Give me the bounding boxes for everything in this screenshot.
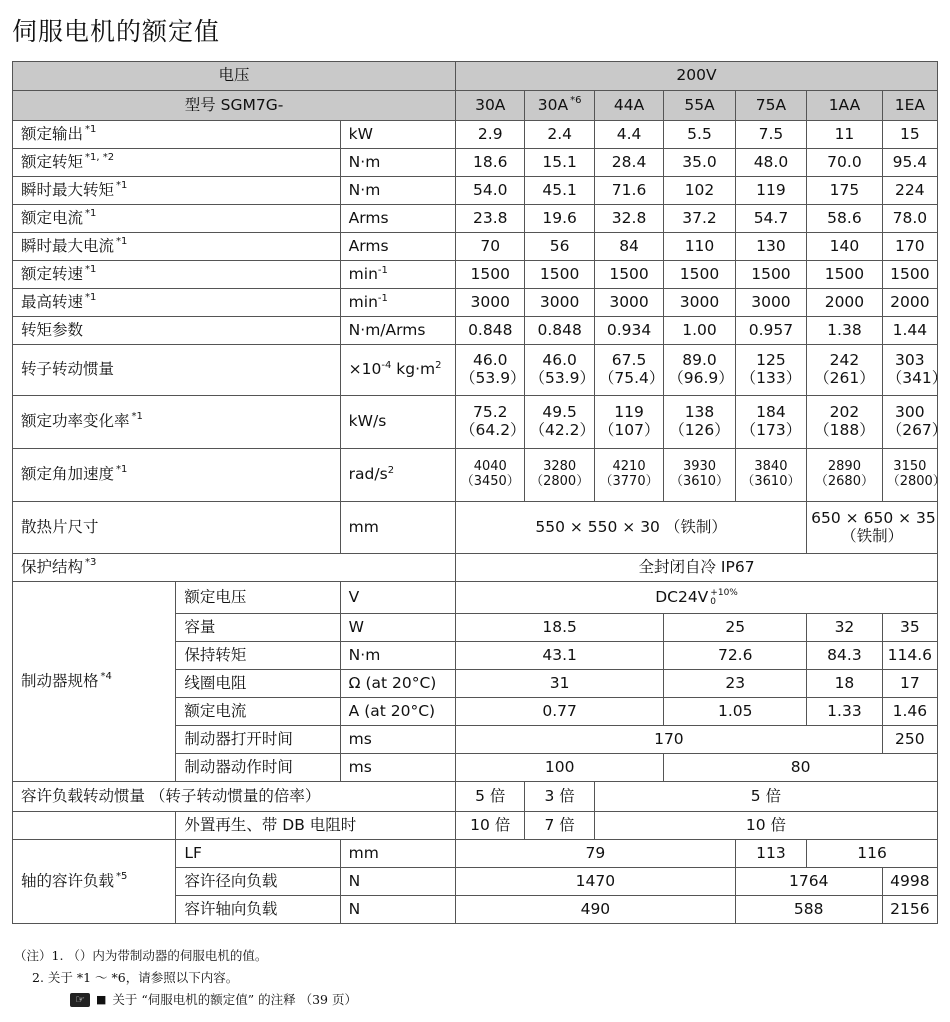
value-cell: 95.4 bbox=[882, 149, 937, 177]
value-cell: 2.4 bbox=[525, 121, 594, 149]
value-cell: 35.0 bbox=[664, 149, 735, 177]
brake-label: 制动器规格 $^{*4}$ bbox=[13, 582, 176, 782]
value-cell: 1.44 bbox=[882, 317, 937, 345]
model-header: 30A $^{*6}$ bbox=[525, 91, 594, 121]
value-cell: 114.6 bbox=[882, 642, 937, 670]
model-header: 55A bbox=[664, 91, 735, 121]
value-cell bbox=[735, 449, 806, 502]
value-cell: 32.8 bbox=[594, 205, 663, 233]
value-main: 46.0 bbox=[542, 351, 577, 370]
value-cell: 23 bbox=[664, 670, 807, 698]
value-cell: 35 bbox=[882, 614, 937, 642]
table-row bbox=[13, 840, 938, 868]
row-label: 额定角加速度 $^{*1}$ bbox=[13, 449, 341, 502]
value-with-brake: （133） bbox=[740, 369, 802, 387]
model-header: 1EA bbox=[882, 91, 937, 121]
voltage-value: 200V bbox=[456, 62, 938, 91]
value-cell: 250 bbox=[882, 726, 937, 754]
value-cell: 72.6 bbox=[664, 642, 807, 670]
value-main: 4040 bbox=[473, 459, 507, 475]
value-main: 3930 bbox=[682, 459, 717, 475]
table-row bbox=[13, 449, 938, 502]
value-cell: 全封闭自冷 IP67 bbox=[456, 554, 938, 582]
value-cell: 3000 bbox=[594, 289, 663, 317]
unit-cell: N·m bbox=[340, 149, 455, 177]
value-cell: 1500 bbox=[882, 261, 937, 289]
row-label: 额定输出 $^{*1}$ bbox=[13, 121, 341, 149]
value-cell: 0.957 bbox=[735, 317, 806, 345]
value-cell: 1.00 bbox=[664, 317, 735, 345]
row-label: 额定电流 $^{*1}$ bbox=[13, 205, 341, 233]
row-label: 转矩参数 bbox=[13, 317, 341, 345]
value-with-brake: （64.2） bbox=[460, 421, 526, 439]
table-row bbox=[13, 91, 938, 121]
unit-cell: W bbox=[340, 614, 455, 642]
value-cell: 32 bbox=[807, 614, 883, 642]
table-row bbox=[13, 149, 938, 177]
unit-exponent: 2 bbox=[435, 359, 442, 371]
value-with-brake: （107） bbox=[598, 421, 660, 439]
value-main: 75.2 bbox=[472, 403, 508, 422]
row-label: 制动器动作时间 bbox=[176, 754, 340, 782]
footnote-marker: *1 bbox=[85, 263, 97, 275]
tolerance-upper: +10% bbox=[710, 587, 738, 598]
value-cell: 113 bbox=[735, 840, 806, 868]
tolerance-lower: 0 bbox=[710, 596, 717, 607]
footnote-marker: *1 bbox=[85, 123, 97, 135]
table-row bbox=[13, 345, 938, 396]
footnote-marker: *1 bbox=[116, 464, 128, 476]
value-cell bbox=[525, 345, 594, 396]
value-cell bbox=[807, 502, 938, 554]
value-cell: 170 bbox=[456, 726, 883, 754]
note-1: （注）1. （）内为带制动器的伺服电机的值。 bbox=[14, 948, 268, 963]
value-cell: 2000 bbox=[807, 289, 883, 317]
row-label: 外置再生、带 DB 电阻时 bbox=[176, 812, 456, 840]
value-cell bbox=[735, 396, 806, 449]
table-row bbox=[13, 396, 938, 449]
value-cell bbox=[594, 449, 663, 502]
unit-cell: N·m bbox=[340, 642, 455, 670]
value-cell: 2156 bbox=[882, 896, 937, 924]
value-cell: 3 倍 bbox=[525, 782, 594, 812]
unit-cell: N bbox=[340, 868, 455, 896]
value-cell: 5.5 bbox=[664, 121, 735, 149]
value-cell: 100 bbox=[456, 754, 664, 782]
unit-cell: N·m bbox=[340, 177, 455, 205]
unit-cell: Arms bbox=[340, 205, 455, 233]
value-cell: 550 × 550 × 30 （铁制） bbox=[456, 502, 807, 554]
value-cell: 19.6 bbox=[525, 205, 594, 233]
voltage-label: 电压 bbox=[13, 62, 456, 91]
value-main: 138 bbox=[684, 403, 715, 422]
value-cell: 1470 bbox=[456, 868, 736, 896]
unit-cell: kW bbox=[340, 121, 455, 149]
shaft-label: 轴的容许负载 $^{*5}$ bbox=[13, 840, 176, 924]
unit-cell: N·m/Arms bbox=[340, 317, 455, 345]
value-cell: 588 bbox=[735, 896, 882, 924]
value-cell: 1500 bbox=[456, 261, 525, 289]
blank-cell bbox=[13, 812, 176, 840]
row-label: 额定转速 $^{*1}$ bbox=[13, 261, 341, 289]
value-cell: 11 bbox=[807, 121, 883, 149]
footnote-marker: *5 bbox=[116, 870, 128, 882]
value-cell: 1.33 bbox=[807, 698, 883, 726]
value-cell: 17 bbox=[882, 670, 937, 698]
row-label: 最高转速 $^{*1}$ bbox=[13, 289, 341, 317]
row-label: 额定功率变化率 $^{*1}$ bbox=[13, 396, 341, 449]
value-main: 184 bbox=[756, 403, 786, 422]
footnote-marker: *1 bbox=[131, 411, 143, 423]
row-label: 容许径向负载 bbox=[176, 868, 340, 896]
value-cell: 71.6 bbox=[594, 177, 663, 205]
table-row bbox=[13, 317, 938, 345]
value-cell: 0.934 bbox=[594, 317, 663, 345]
value-main: 46.0 bbox=[472, 351, 508, 370]
value-with-brake: （42.2） bbox=[529, 421, 595, 439]
value-cell: 54.0 bbox=[456, 177, 525, 205]
unit-cell: mm bbox=[340, 502, 455, 554]
value-with-brake: （2680） bbox=[814, 474, 874, 489]
unit-cell: N bbox=[340, 896, 455, 924]
value-with-brake: （126） bbox=[669, 421, 730, 439]
value-cell bbox=[456, 396, 525, 449]
value-cell: 116 bbox=[807, 840, 938, 868]
value-with-brake: （2800） bbox=[886, 474, 946, 489]
value-with-brake: （173） bbox=[740, 421, 802, 439]
table-row bbox=[13, 812, 938, 840]
unit-cell: rad/$s^2$ bbox=[340, 449, 455, 502]
model-header: 1AA bbox=[807, 91, 883, 121]
value-cell: 0.77 bbox=[456, 698, 664, 726]
unit-cell: $\min^{-1}$ bbox=[340, 289, 455, 317]
value-main: 202 bbox=[829, 403, 860, 422]
row-label: 转子转动惯量 bbox=[13, 345, 341, 396]
unit-cell: ms bbox=[340, 754, 455, 782]
value-with-brake: （75.4） bbox=[598, 369, 665, 387]
value-main: 3280 bbox=[543, 459, 577, 475]
value-cell: 130 bbox=[735, 233, 806, 261]
footnote-marker: *1 bbox=[116, 235, 128, 247]
value-cell bbox=[525, 449, 594, 502]
value-main: 242 bbox=[829, 351, 860, 370]
value-cell: 170 bbox=[882, 233, 937, 261]
value-cell bbox=[735, 345, 806, 396]
value-cell: 18.6 bbox=[456, 149, 525, 177]
row-label: 保护结构 $^{*3}$ bbox=[13, 554, 456, 582]
value-cell: 79 bbox=[456, 840, 736, 868]
value-cell: 37.2 bbox=[664, 205, 735, 233]
value-cell: 1.05 bbox=[664, 698, 807, 726]
value-cell: 4.4 bbox=[594, 121, 663, 149]
value-cell: 4998 bbox=[882, 868, 937, 896]
value-cell: 84 bbox=[594, 233, 663, 261]
value-cell bbox=[594, 396, 663, 449]
row-label: 额定电压 bbox=[176, 582, 340, 614]
table-row bbox=[13, 121, 938, 149]
footnotes bbox=[14, 945, 357, 1011]
value-cell: 1.46 bbox=[882, 698, 937, 726]
value-cell bbox=[664, 345, 735, 396]
unit-cell: V bbox=[340, 582, 455, 614]
value-cell: 43.1 bbox=[456, 642, 664, 670]
value-cell: 2000 bbox=[882, 289, 937, 317]
unit-cell: ms bbox=[340, 726, 455, 754]
model-label: 型号 SGM7G- bbox=[13, 91, 456, 121]
value-cell bbox=[664, 396, 735, 449]
value-cell: 25 bbox=[664, 614, 807, 642]
value-cell bbox=[882, 345, 948, 396]
square-bullet-icon: ■ bbox=[96, 993, 107, 1006]
row-label: 额定电流 bbox=[176, 698, 340, 726]
value-cell: 1500 bbox=[525, 261, 594, 289]
row-label: 散热片尺寸 bbox=[13, 502, 341, 554]
value-main: 125 bbox=[756, 351, 786, 370]
footnote-marker: *1 bbox=[116, 179, 128, 191]
value-main: 303 bbox=[895, 351, 925, 370]
row-label: 制动器打开时间 bbox=[176, 726, 340, 754]
value-with-brake: （53.9） bbox=[529, 369, 595, 387]
value-cell: 78.0 bbox=[882, 205, 937, 233]
footnote-marker: *6 bbox=[570, 94, 582, 106]
table-row bbox=[13, 582, 938, 614]
table-row bbox=[13, 782, 938, 812]
value-with-brake: （267） bbox=[886, 421, 948, 439]
note-3 bbox=[14, 989, 357, 1011]
unit-exponent: 2 bbox=[387, 464, 395, 476]
value-cell: 15 bbox=[882, 121, 937, 149]
row-label: 瞬时最大转矩 $^{*1}$ bbox=[13, 177, 341, 205]
value-cell: 3000 bbox=[664, 289, 735, 317]
table-row bbox=[13, 554, 938, 582]
value-cell: 84.3 bbox=[807, 642, 883, 670]
footnote-marker: *1, *2 bbox=[85, 151, 115, 163]
value-cell: 70 bbox=[456, 233, 525, 261]
value-main: 67.5 bbox=[611, 351, 647, 370]
unit-cell: A (at 20°C) bbox=[340, 698, 455, 726]
value-main: 119 bbox=[614, 403, 644, 422]
reference-hand-icon: ☞ bbox=[70, 993, 90, 1007]
footnote-marker: *4 bbox=[100, 670, 112, 682]
value-cell: 7.5 bbox=[735, 121, 806, 149]
voltage-tolerance bbox=[710, 589, 738, 607]
value-with-brake: （53.9） bbox=[460, 369, 526, 387]
value-line: 650 × 650 × 35 bbox=[811, 508, 936, 527]
unit-exponent: -4 bbox=[381, 359, 392, 371]
value-cell: 1500 bbox=[735, 261, 806, 289]
value-main: 300 bbox=[895, 403, 925, 422]
table-row bbox=[13, 177, 938, 205]
value-cell: 140 bbox=[807, 233, 883, 261]
value-cell: 0.848 bbox=[456, 317, 525, 345]
value-cell: 48.0 bbox=[735, 149, 806, 177]
value-main: 4210 bbox=[612, 459, 646, 475]
value-cell: 18 bbox=[807, 670, 883, 698]
value-main: 3150 bbox=[893, 459, 927, 475]
unit-cell: $\min^{-1}$ bbox=[340, 261, 455, 289]
row-label: 额定转矩 $^{*1, *2}$ bbox=[13, 149, 341, 177]
table-row bbox=[13, 289, 938, 317]
value-cell: 5 倍 bbox=[456, 782, 525, 812]
value-cell: 110 bbox=[664, 233, 735, 261]
value-cell: 1500 bbox=[807, 261, 883, 289]
row-label: 容许轴向负载 bbox=[176, 896, 340, 924]
value-cell: 2.9 bbox=[456, 121, 525, 149]
value-cell: 15.1 bbox=[525, 149, 594, 177]
value-cell bbox=[456, 345, 525, 396]
value-cell: 10 倍 bbox=[594, 812, 937, 840]
value-cell: 119 bbox=[735, 177, 806, 205]
unit-exponent: -1 bbox=[377, 292, 388, 304]
value-cell: 1500 bbox=[664, 261, 735, 289]
unit-cell: $\times 10^{-4}$ $kg\cdot m^2$ bbox=[340, 345, 455, 396]
value-with-brake: （3770） bbox=[599, 474, 659, 489]
value-with-brake: （188） bbox=[814, 421, 875, 439]
value-with-brake: （3610） bbox=[669, 474, 730, 489]
value-cell: 10 倍 bbox=[456, 812, 525, 840]
row-label: 容许负载转动惯量 （转子转动惯量的倍率） bbox=[13, 782, 456, 812]
unit-cell: kW/s bbox=[340, 396, 455, 449]
value-cell bbox=[882, 396, 948, 449]
value-cell: 0.848 bbox=[525, 317, 594, 345]
value-cell: DC24V +10% 0 bbox=[456, 582, 938, 614]
value-cell bbox=[807, 396, 883, 449]
value-cell bbox=[807, 345, 883, 396]
value-cell: 3000 bbox=[525, 289, 594, 317]
value-line: （铁制） bbox=[841, 526, 904, 545]
value-cell: 1764 bbox=[735, 868, 882, 896]
model-header: 44A bbox=[594, 91, 663, 121]
note-2: 2. 关于 *1 ～ *6，请参照以下内容。 bbox=[32, 970, 239, 985]
value-cell: 7 倍 bbox=[525, 812, 594, 840]
footnote-marker: *1 bbox=[85, 291, 97, 303]
value-cell: 31 bbox=[456, 670, 664, 698]
table-row bbox=[13, 502, 938, 554]
model-header: 75A bbox=[735, 91, 806, 121]
value-main: 89.0 bbox=[682, 351, 717, 370]
value-with-brake: （261） bbox=[814, 369, 875, 387]
page-title: 伺服电机的额定值 bbox=[12, 17, 221, 46]
unit-cell: Ω (at 20°C) bbox=[340, 670, 455, 698]
row-label: LF bbox=[176, 840, 340, 868]
value-cell: 3000 bbox=[735, 289, 806, 317]
row-label: 瞬时最大电流 $^{*1}$ bbox=[13, 233, 341, 261]
value-cell: 80 bbox=[664, 754, 938, 782]
value-with-brake: （3450） bbox=[460, 474, 520, 489]
value-cell: 490 bbox=[456, 896, 736, 924]
value-cell: 18.5 bbox=[456, 614, 664, 642]
value-cell bbox=[882, 449, 946, 502]
value-cell bbox=[594, 345, 663, 396]
value-with-brake: （341） bbox=[886, 369, 948, 387]
value-cell: 1.38 bbox=[807, 317, 883, 345]
note-3-text[interactable]: 关于 “伺服电机的额定值” 的注释 （39 页） bbox=[112, 992, 357, 1007]
value-with-brake: （3610） bbox=[741, 474, 801, 489]
value-cell: 224 bbox=[882, 177, 937, 205]
table-row bbox=[13, 233, 938, 261]
value-cell: 54.7 bbox=[735, 205, 806, 233]
value-cell: 3000 bbox=[456, 289, 525, 317]
row-label: 线圈电阻 bbox=[176, 670, 340, 698]
value-cell: 23.8 bbox=[456, 205, 525, 233]
table-row bbox=[13, 62, 938, 91]
value-cell bbox=[456, 449, 525, 502]
value-with-brake: （96.9） bbox=[668, 369, 734, 387]
value-cell: 58.6 bbox=[807, 205, 883, 233]
footnote-marker: *3 bbox=[85, 556, 97, 568]
rating-table bbox=[12, 61, 948, 924]
unit-cell: Arms bbox=[340, 233, 455, 261]
value-main: 2890 bbox=[827, 459, 861, 475]
row-label: 容量 bbox=[176, 614, 340, 642]
value-cell: 175 bbox=[807, 177, 883, 205]
value-cell bbox=[807, 449, 883, 502]
table-row bbox=[13, 205, 938, 233]
unit-exponent: -1 bbox=[377, 264, 388, 276]
row-label: 保持转矩 bbox=[176, 642, 340, 670]
value-with-brake: （2800） bbox=[530, 474, 590, 489]
value-cell: 28.4 bbox=[594, 149, 663, 177]
value-main: 49.5 bbox=[542, 403, 577, 422]
unit-cell: mm bbox=[340, 840, 455, 868]
value-cell: 45.1 bbox=[525, 177, 594, 205]
table-row bbox=[13, 261, 938, 289]
model-header: 30A bbox=[456, 91, 525, 121]
footnote-marker: *1 bbox=[85, 207, 97, 219]
value-main: 3840 bbox=[754, 459, 788, 475]
value-cell: 102 bbox=[664, 177, 735, 205]
value-cell: 5 倍 bbox=[594, 782, 937, 812]
value-cell: 56 bbox=[525, 233, 594, 261]
value-cell: 1500 bbox=[594, 261, 663, 289]
value-cell: 70.0 bbox=[807, 149, 883, 177]
value-cell bbox=[525, 396, 594, 449]
value-cell bbox=[664, 449, 735, 502]
